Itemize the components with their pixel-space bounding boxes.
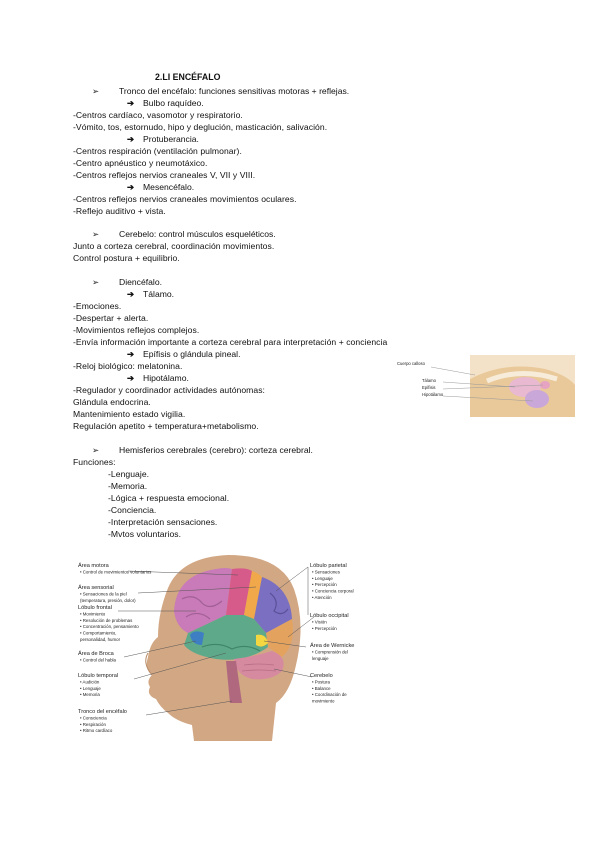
hipotalamo-item: Glándula endocrina.: [73, 397, 151, 407]
figure-label-title: Área motora: [78, 563, 109, 569]
hipotalamo-item: -Regulador y coordinador actividades autónomas:: [73, 385, 265, 395]
figure-label-item: • Sensaciones de la piel: [80, 591, 127, 597]
hemisferios-heading: Hemisferios cerebrales (cerebro): corteza cerebral.: [119, 445, 313, 455]
figure-label-item: • Sensaciones: [312, 569, 340, 575]
figure-label-item: • Visión: [312, 619, 327, 625]
figure-label-item: (temperatura, presión, dolor): [80, 597, 136, 603]
talamo-item: -Despertar + alerta.: [73, 313, 149, 323]
talamo-item: -Emociones.: [73, 301, 122, 311]
bullet-cerebelo: [92, 228, 276, 240]
funcion-item: -Lógica + respuesta emocional.: [108, 493, 230, 503]
cerebelo-item: Control postura + equilibrio.: [73, 253, 180, 263]
arrowhead-bullet-icon: ➢: [92, 229, 100, 239]
figure-label-item: • Lenguaje: [312, 575, 333, 581]
funcion-item: -Mvtos voluntarios.: [108, 529, 182, 539]
figure-label-item: • Memoria: [80, 692, 100, 698]
diencefalo-heading: Diencéfalo.: [119, 277, 162, 287]
talamo-heading: Tálamo.: [143, 289, 175, 299]
figure-label-item: • Respiración: [80, 721, 106, 727]
figure-label-title: Lóbulo parietal: [310, 563, 347, 569]
figure-label-title: Lóbulo temporal: [78, 673, 119, 679]
figure-label-item: • Comprensión del: [312, 649, 348, 655]
figure-label-title: Lóbulo frontal: [78, 605, 112, 611]
bullet-hemisferios: [92, 444, 313, 456]
sub-talamo: [127, 288, 174, 300]
figure-label-item: • Postura: [312, 679, 330, 685]
figure-label-item: • Control de movimientos voluntarios: [80, 569, 152, 575]
protuberancia-item: -Centros reflejos nervios craneales V, VII y VIII.: [73, 170, 256, 180]
bulbo-item: -Centros cardíaco, vasomotor y respiratorio.: [73, 110, 243, 120]
figure-label-item: • Consciencia: [80, 715, 107, 721]
figure-label-item: • Percepción: [312, 582, 337, 588]
sub-bulbo: [127, 97, 204, 109]
figure-label-title: Área sensorial: [78, 585, 114, 591]
figure-label-item: • Audición: [80, 679, 100, 685]
figure-label-item: • Ritmo cardíaco: [80, 728, 113, 734]
thal-label: Tálamo: [422, 378, 436, 383]
arrowhead-bullet-icon: ➢: [92, 277, 100, 287]
talamo-item: -Envía información importante a corteza cerebral para interpretación + conciencia: [73, 337, 388, 347]
funcion-item: -Lenguaje.: [108, 469, 150, 479]
thal-label: Hipotálamo: [422, 392, 444, 397]
arrow-right-icon: ➔: [127, 98, 135, 108]
thal-label: Cuerpo calloso: [397, 361, 425, 366]
bulbo-item: -Vómito, tos, estornudo, hipo y deglución, masticación, salivación.: [73, 122, 328, 132]
figure-label-item: personalidad, humor: [80, 637, 121, 642]
figure-label-item: • Lenguaje: [80, 685, 101, 691]
hipotalamo-item: Mantenimiento estado vigilia.: [73, 409, 186, 419]
funcion-item: -Memoria.: [108, 481, 148, 491]
figure-label-title: Área de Wernicke: [310, 643, 355, 649]
funciones-label: Funciones:: [73, 457, 116, 467]
figure-label-title: Tronco del encéfalo: [78, 709, 127, 715]
sub-epifisis: [127, 348, 240, 360]
brain-lobes-figure: [76, 553, 456, 741]
left-labels: [78, 562, 152, 733]
bullet-tronco: [92, 85, 349, 97]
figure-label-item: movimiento: [312, 698, 335, 704]
figure-label-item: • Conciencia corporal: [312, 588, 354, 594]
epifisis-item: -Reloj biológico: melatonina.: [73, 361, 183, 371]
figure-label-item: • Movimiento: [80, 611, 106, 617]
hipotalamo-item: Regulación apetito + temperatura+metabolismo.: [73, 421, 259, 431]
arrowhead-bullet-icon: ➢: [92, 445, 100, 455]
thalamus-figure: [395, 355, 575, 417]
mesencefalo-item: -Centros reflejos nervios craneales movimientos oculares.: [73, 194, 297, 204]
tronco-heading: Tronco del encéfalo: funciones sensitivas motoras + reflejas.: [119, 86, 350, 96]
mesencefalo-heading: Mesencéfalo.: [143, 182, 195, 192]
cerebelo-item: Junto a corteza cerebral, coordinación movimientos.: [73, 241, 275, 251]
protuberancia-heading: Protuberancia.: [143, 134, 199, 144]
arrow-right-icon: ➔: [127, 289, 135, 299]
cerebelo-heading: Cerebelo: control músculos esqueléticos.: [119, 229, 276, 239]
protuberancia-item: -Centros respiración (ventilación pulmonar).: [73, 146, 242, 156]
figure-label-item: • Resolución de problemas: [80, 617, 133, 623]
right-labels: [310, 563, 354, 704]
funcion-item: -Conciencia.: [108, 505, 157, 515]
epifisis-heading: Epífisis o glándula pineal.: [143, 349, 241, 359]
arrow-right-icon: ➔: [127, 373, 135, 383]
bullet-diencefalo: [92, 276, 162, 288]
arrowhead-bullet-icon: ➢: [92, 86, 100, 96]
figure-label-title: Lóbulo occipital: [310, 613, 349, 619]
talamo-item: -Movimientos reflejos complejos.: [73, 325, 200, 335]
arrow-right-icon: ➔: [127, 349, 135, 359]
mesencefalo-item: -Reflejo auditivo + vista.: [73, 206, 166, 216]
sub-mesencefalo: [127, 181, 194, 193]
figure-label-title: Área de Broca: [78, 651, 114, 657]
figure-label-item: • Coordinación de: [312, 692, 347, 698]
funcion-item: -Interpretación sensaciones.: [108, 517, 218, 527]
figure-label-item: • Atención: [312, 595, 332, 600]
arrow-right-icon: ➔: [127, 182, 135, 192]
sub-hipotalamo: [127, 372, 189, 384]
figure-label-item: • Concentración, pensamiento: [80, 624, 139, 630]
figure-label-item: lenguaje: [312, 655, 329, 661]
figure-label-item: • Comportamiento,: [80, 630, 117, 636]
hipotalamo-heading: Hipotálamo.: [143, 373, 189, 383]
bulbo-heading: Bulbo raquídeo.: [143, 98, 204, 108]
figure-label-item: • Control del habla: [80, 657, 116, 663]
document-title: 2.LI ENCÉFALO: [155, 72, 221, 82]
figure-label-item: • Balance: [312, 685, 331, 691]
figure-label-item: • Percepción: [312, 625, 337, 631]
arrow-right-icon: ➔: [127, 134, 135, 144]
protuberancia-item: -Centro apnéustico y neumotáxico.: [73, 158, 208, 168]
sub-protuberancia: [127, 133, 199, 145]
thal-label: Epífisis: [422, 385, 436, 390]
figure-label-title: Cerebelo: [310, 673, 333, 679]
